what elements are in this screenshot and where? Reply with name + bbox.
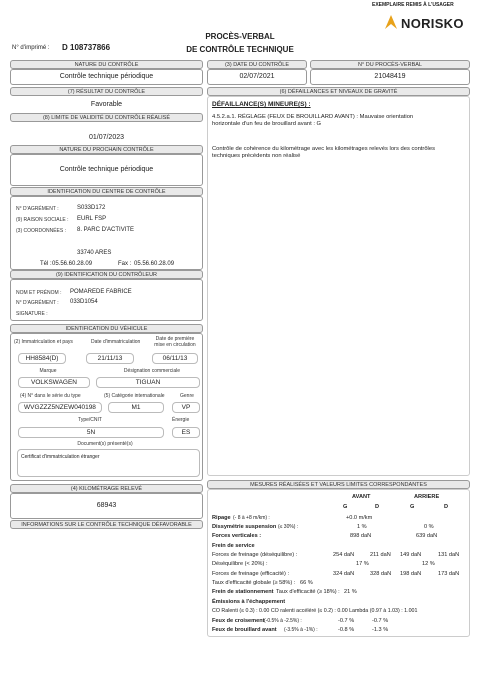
centre-agrement: S033D172 [77, 205, 106, 211]
deseq-arriere: 12 % [422, 561, 435, 567]
nature-value: Contrôle technique périodique [10, 69, 203, 85]
taux-global-value: 66 % [300, 580, 313, 586]
centre-city: 33740 ARES [77, 250, 112, 256]
croisement-g: -0.7 % [338, 618, 355, 624]
norisko-logo-icon [383, 13, 399, 31]
croisement-limit: (-0.5% à -2.5%) : [264, 618, 302, 624]
deseq-avant: 17 % [356, 561, 369, 567]
dissym-label: Dissymétrie suspension [212, 524, 277, 530]
validity-label: (8) LIMITE DE VALIDITÉ DU CONTRÔLE RÉALISÉ [10, 113, 203, 122]
ffren-deseq-avg: 254 daN [333, 552, 355, 558]
circ-date-value: 06/11/13 [152, 353, 198, 364]
designation-value: TIGUAN [96, 377, 200, 388]
centre-tel-label: Tél : [40, 261, 52, 267]
centre-fax: 05.56.60.28.09 [134, 261, 175, 267]
ffren-deseq-ard: 131 daN [438, 552, 460, 558]
ffren-eff-arg: 198 daN [400, 571, 422, 577]
genre-value: VP [172, 402, 200, 413]
genre-label: Genre [180, 393, 194, 399]
immat-date-label: Date d'immatriculation [91, 339, 141, 345]
centre-coord-label: (3) COORDONNÉES : [16, 228, 67, 234]
km-label: (4) KILOMÉTRAGE RELEVÉ [10, 484, 203, 493]
result-value: Favorable [90, 101, 123, 108]
title-line2: DE CONTRÔLE TECHNIQUE [186, 45, 294, 54]
immat-value: HH8584(D) [18, 353, 66, 364]
col-arriere-d: D [444, 504, 449, 510]
taux-global-label: Taux d'efficacité globale (≥ 58%) : [212, 580, 296, 586]
croisement-label: Feux de croisement [212, 618, 265, 624]
ripage-value: +0.0 m/km [346, 515, 373, 521]
brouillard-limit: (-3.5% à -1%) : [284, 627, 318, 633]
col-avant-d: D [375, 504, 380, 510]
fvert-avant: 898 daN [350, 533, 372, 539]
centre-raison-label: (9) RAISON SOCIALE : [16, 217, 69, 223]
centre-label: IDENTIFICATION DU CENTRE DE CONTRÔLE [10, 187, 203, 196]
minor-line1: 4.5.2.a.1. RÉGLAGE (FEUX DE BROUILLARD AVANT) : Mauvaise orientation [212, 114, 414, 120]
ffren-eff-ard: 173 daN [438, 571, 460, 577]
co-line: CO Ralenti (≤ 0.3) : 0.00 CO ralenti accéléré (≤ 0.2) : 0.00 Lambda (0.97 à 1.03) : 1.001 [212, 608, 418, 614]
date-label: (3) DATE DU CONTRÔLE [207, 60, 307, 69]
ffren-deseq-avd: 211 daN [370, 552, 391, 558]
note-line1: Contrôle de cohérence du kilométrage avec les kilométrages relevés lors des contrôles [212, 146, 435, 152]
title-line1: PROCÈS-VERBAL [205, 32, 275, 41]
brouillard-label: Feux de brouillard avant [212, 627, 277, 633]
dissym-arriere: 0 % [424, 524, 434, 530]
ffren-deseq-arg: 149 daN [400, 552, 422, 558]
controleur-agrement: 033D1054 [70, 299, 98, 305]
croisement-d: -0.7 % [372, 618, 389, 624]
immat-date-value: 21/11/13 [86, 353, 134, 364]
brouillard-g: -0.8 % [338, 627, 355, 633]
print-no: D 108737866 [62, 43, 111, 52]
centre-agrement-label: N° D'AGRÉMENT : [16, 206, 59, 212]
frein-stat-value: 21 % [344, 589, 357, 595]
result-label: (7) RÉSULTAT DU CONTRÔLE [10, 87, 203, 96]
ffren-eff-avg: 324 daN [333, 571, 355, 577]
deseq-label: Déséquilibre (< 20%) : [212, 561, 268, 567]
ripage-label: Ripage [212, 515, 231, 521]
note-line2: techniques précédents non réalisé [212, 153, 301, 159]
controleur-name: POMAREDE FABRICE [70, 289, 132, 295]
controleur-agrement-label: N° D'AGRÉMENT : [16, 300, 59, 306]
minor-title: DÉFAILLANCE(S) MINEURE(S) : [212, 101, 311, 108]
print-no-label: N° d'imprimé : [12, 45, 50, 51]
next-label: NATURE DU PROCHAIN CONTRÔLE [10, 145, 203, 154]
copy-label: EXEMPLAIRE REMIS À L'USAGER [372, 2, 454, 8]
centre-fax-label: Fax : [118, 261, 132, 267]
next-value: Contrôle technique périodique [10, 154, 203, 186]
vin-label: (4) N° dans le série du type [20, 393, 81, 399]
centre-tel: 05.56.60.28.09 [52, 261, 93, 267]
energie-label: Énergie [172, 417, 190, 423]
fvert-label: Forces verticales : [212, 533, 262, 539]
docs-label: Document(s) présenté(s) [77, 441, 133, 447]
controleur-label: (9) IDENTIFICATION DU CONTRÔLEUR [10, 270, 203, 279]
centre-address: 8. PARC D'ACTIVITE [77, 227, 135, 233]
brouillard-d: -1.3 % [372, 627, 389, 633]
frein-stat-limit: Taux d'efficacité (≥ 18%) : [276, 589, 340, 595]
type-value: 5N [18, 427, 164, 438]
cat-value: M1 [108, 402, 164, 413]
col-avant: AVANT [352, 494, 371, 500]
brand-name: NORISKO [401, 16, 464, 31]
immat-label: (2) Immatriculation et pays [14, 339, 73, 345]
minor-line2: horizontale d'un feu de brouillard avant : G [212, 121, 322, 127]
pv-value: 21048419 [310, 69, 470, 85]
cat-label: (5) Catégorie internationale [104, 393, 165, 399]
energie-value: ES [172, 427, 200, 438]
designation-label: Désignation commerciale [123, 368, 181, 374]
nature-label: NATURE DU CONTRÔLE [10, 60, 203, 69]
fvert-arriere: 639 daN [416, 533, 438, 539]
measures-label: MESURES RÉALISÉES ET VALEURS LIMITES CORRESPONDANTES [207, 480, 470, 489]
centre-raison: EURL FSP [77, 216, 107, 222]
signature-label: SIGNATURE : [16, 311, 48, 317]
ffren-deseq-label: Forces de freinage (déséquilibre) : [212, 552, 298, 558]
col-avant-g: G [343, 504, 348, 510]
km-value: 68943 [10, 493, 203, 519]
defects-label: (6) DÉFAILLANCES ET NIVEAUX DE GRAVITÉ [207, 87, 470, 96]
date-value: 02/07/2021 [207, 69, 307, 85]
controleur-name-label: NOM ET PRÉNOM : [16, 290, 62, 296]
pv-label: N° DU PROCÈS-VERBAL [310, 60, 470, 69]
frein-stat-label: Frein de stationnement [212, 589, 274, 595]
col-arriere-g: G [410, 504, 415, 510]
info-label: INFORMATIONS SUR LE CONTRÔLE TECHNIQUE DÉFAVORABLE [10, 520, 203, 529]
dissym-avant: 1 % [357, 524, 367, 530]
validity-value: 01/07/2023 [88, 134, 125, 141]
circ-label: Date de première mise en circulation [154, 336, 196, 348]
ffren-eff-label: Forces de freinage (efficacité) : [212, 571, 290, 577]
dissym-limit: (≤ 30%) : [278, 524, 299, 530]
vin-value: WVGZZZ5NZEW040198 [18, 402, 102, 413]
marque-value: VOLKSWAGEN [18, 377, 90, 388]
ripage-limit: (- 8 à +8 m/km) : [233, 515, 270, 521]
col-arriere: ARRIERE [414, 494, 440, 500]
marque-label: Marque [39, 368, 57, 374]
ffren-eff-avd: 328 daN [370, 571, 392, 577]
vehicle-label: IDENTIFICATION DU VÉHICULE [10, 324, 203, 333]
emissions-label: Émissions à l'échappement [212, 599, 286, 605]
docs-value: Certificat d'immatriculation étranger [21, 454, 100, 460]
type-label: Type/CNIT [78, 417, 102, 423]
frein-service-label: Frein de service [212, 543, 255, 549]
